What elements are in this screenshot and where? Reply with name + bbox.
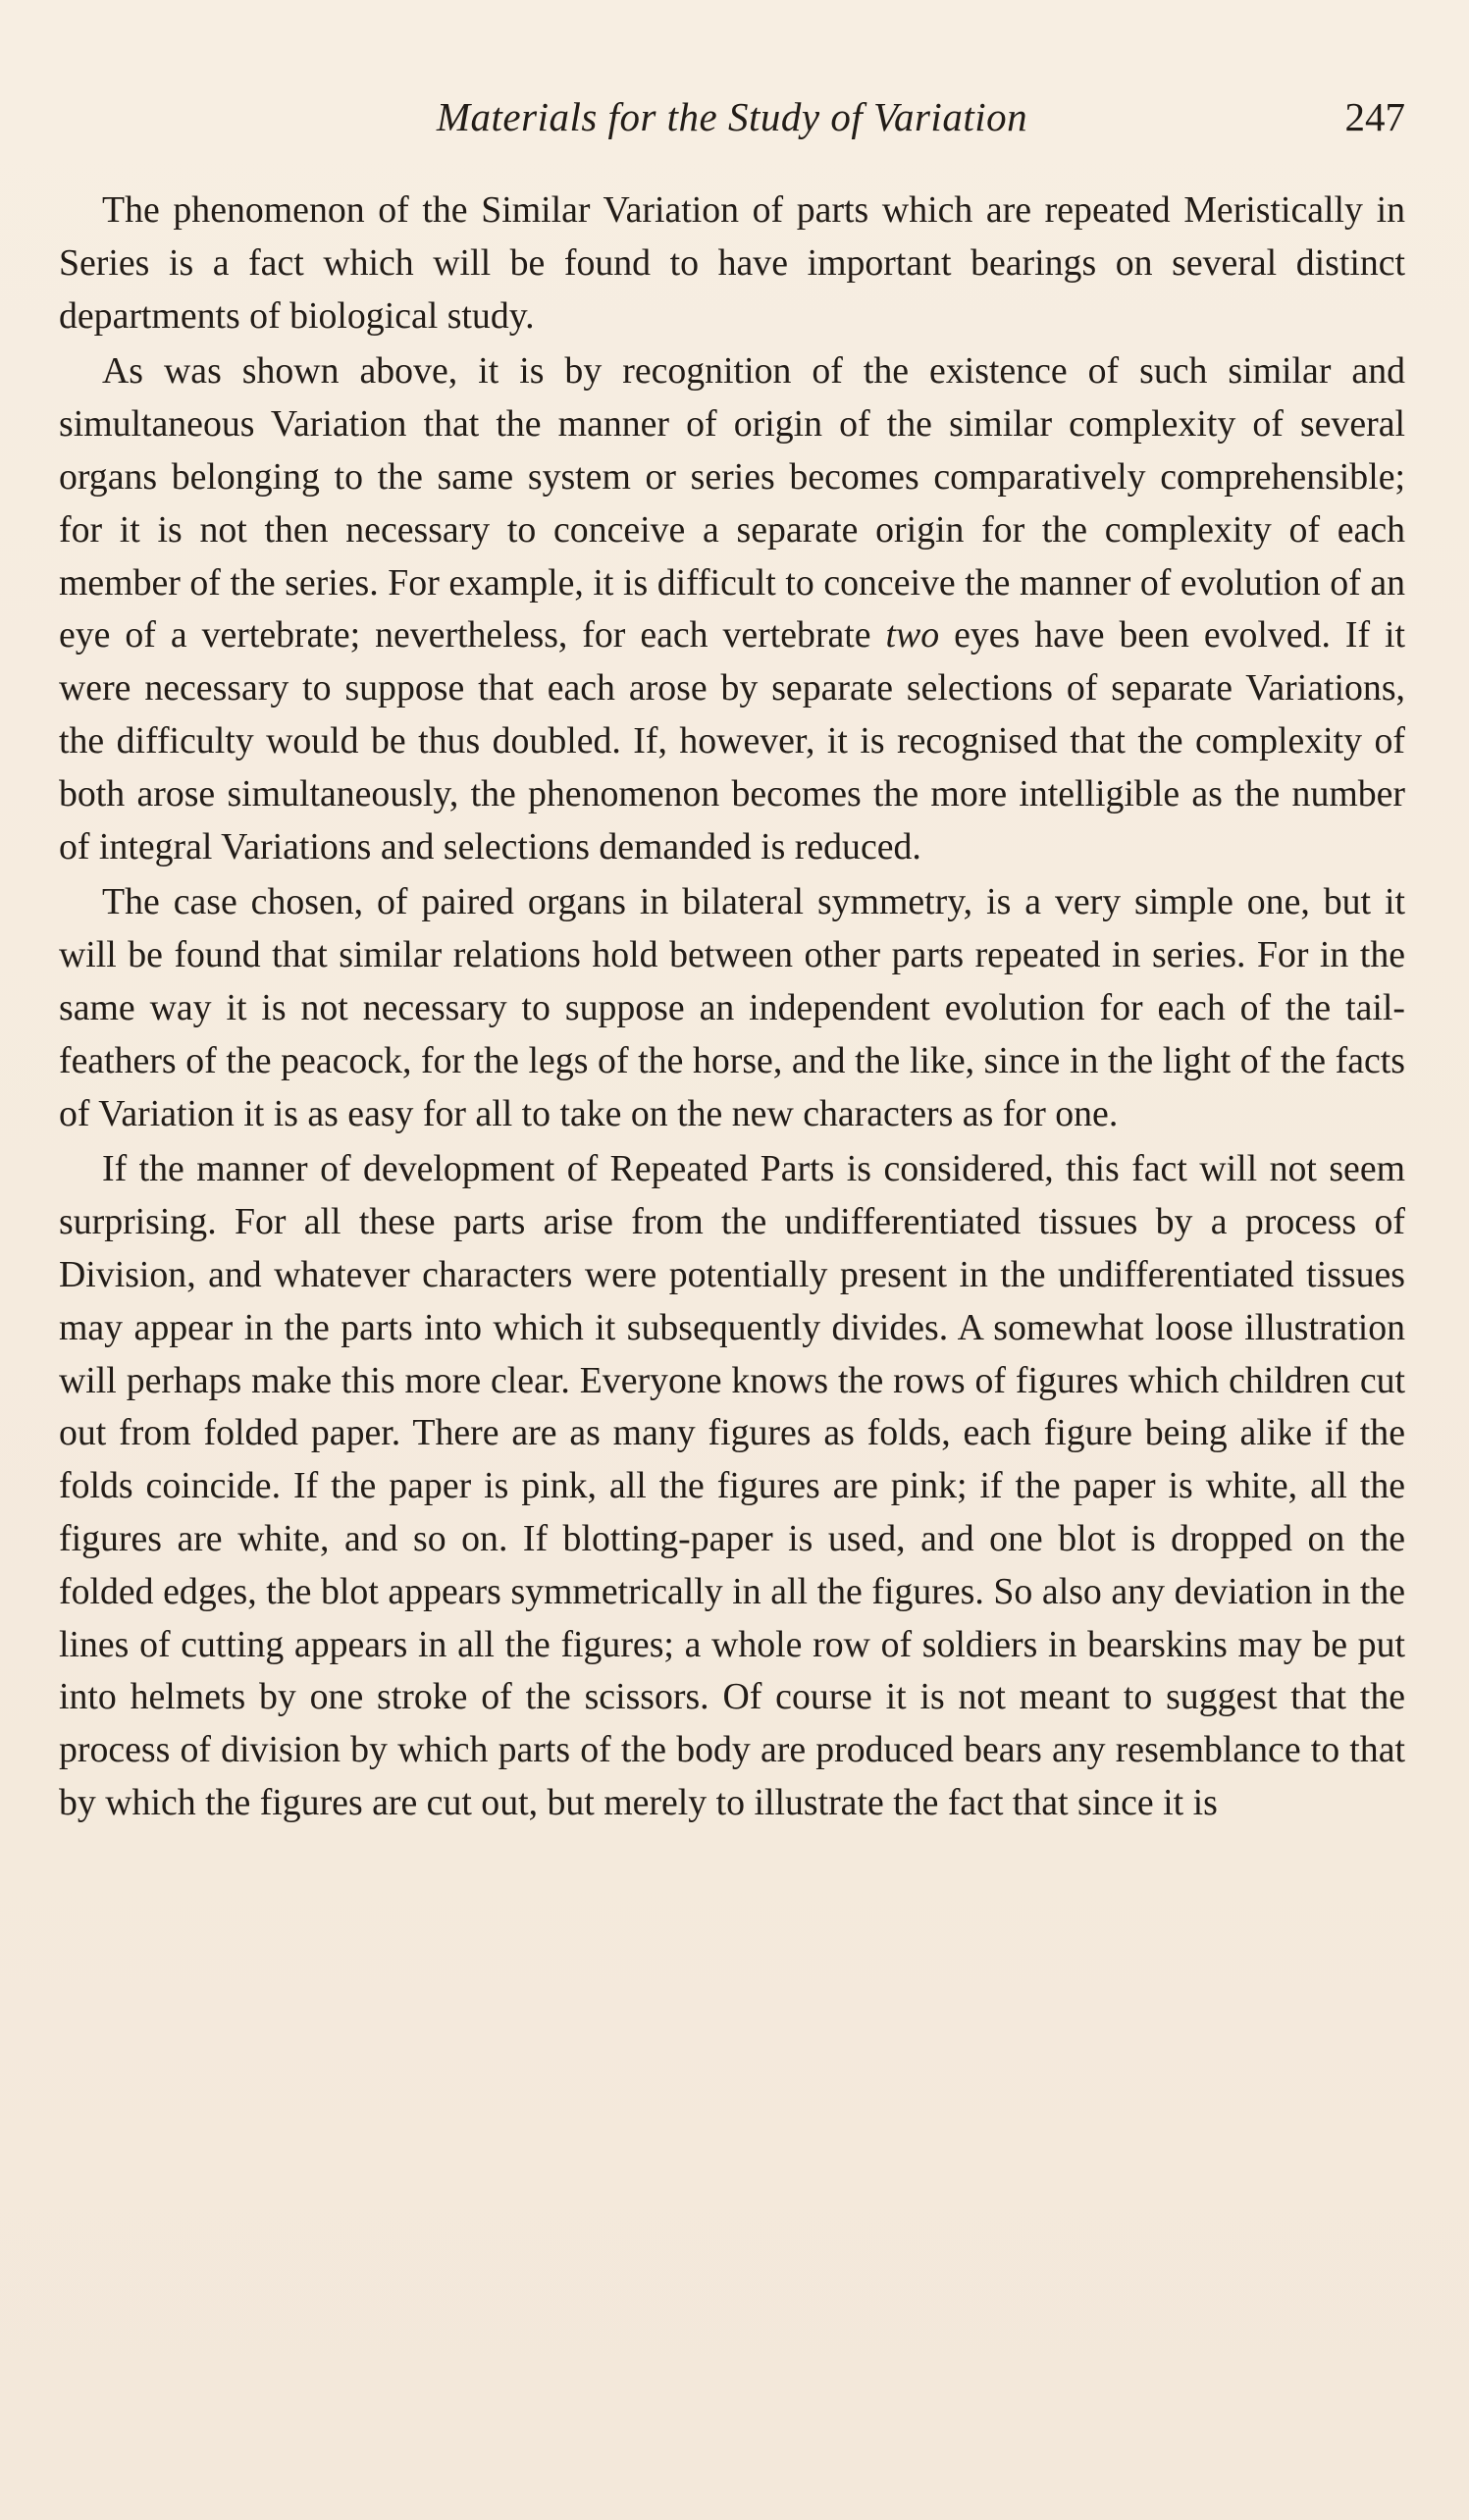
paragraph-2-after: eyes have been evolved. If it were necessary to suppose that each arose by separate selections of separate Variations, the difficulty would be thus doubled. If, however, it is recognised that the complexity of both arose simultaneously, the phenomenon becomes the more intelligible as the number of integral Variations and selections demanded is reduced. <box>59 614 1406 867</box>
paragraph-2 <box>59 345 1405 873</box>
paragraph-3: The case chosen, of paired organs in bilateral symmetry, is a very simple one, but it will be found that similar relations hold between other parts repeated in series. For in the same way it is not necessary to suppose an independent evolution for each of the tail-feathers of the peacock, for the legs of the horse, and the like, since in the light of the facts of Variation it is as easy for all to take on the new characters as for one. <box>59 881 1405 1134</box>
body-text <box>59 184 1405 1833</box>
running-title: Materials for the Study of Variation <box>436 94 1028 139</box>
running-head <box>59 93 1405 152</box>
paragraph-1: The phenomenon of the Similar Variation of parts which are repeated Meristically in Series is a fact which will be found to have important bearings on several distinct departments of biological study. <box>59 189 1405 337</box>
emphasis-two: two <box>885 614 940 656</box>
paragraph-4: If the manner of development of Repeated Parts is considered, this fact will not seem surprising. For all these parts arise from the undifferentiated tissues by a process of Division, and whatever characters were potentially present in the undifferentiated tissues may appear in the parts into which it subsequently divides. A somewhat loose illustration will perhaps make this more clear. Everyone knows the rows of figures which children cut out from folded paper. There are as many figures as folds, each figure being alike if the folds coincide. If the paper is pink, all the figures are pink; if the paper is white, all the figures are white, and so on. If blotting-paper is used, and one blot is dropped on the folded edges, the blot appears symmetrically in all the figures. So also any deviation in the lines of cutting appears in all the figures; a whole row of soldiers in bearskins may be put into helmets by one stroke of the scissors. Of course it is not meant to suggest that the process of division by which parts of the body are produced bears any resemblance to that by which the figures are cut out, but merely to illustrate the fact that since it is <box>59 1148 1405 1823</box>
paragraph-2-before: As was shown above, it is by recognition of the existence of such similar and simultaneous Variation that the manner of origin of the similar complexity of several organs belonging to the same system or series becomes comparatively comprehensible; for it is not then necessary to conceive a separate origin for the complexity of each member of the series. For example, it is difficult to conceive the manner of evolution of an eye of a vertebrate; nevertheless, for each vertebrate <box>59 350 1405 656</box>
page-number: 247 <box>1344 94 1405 139</box>
